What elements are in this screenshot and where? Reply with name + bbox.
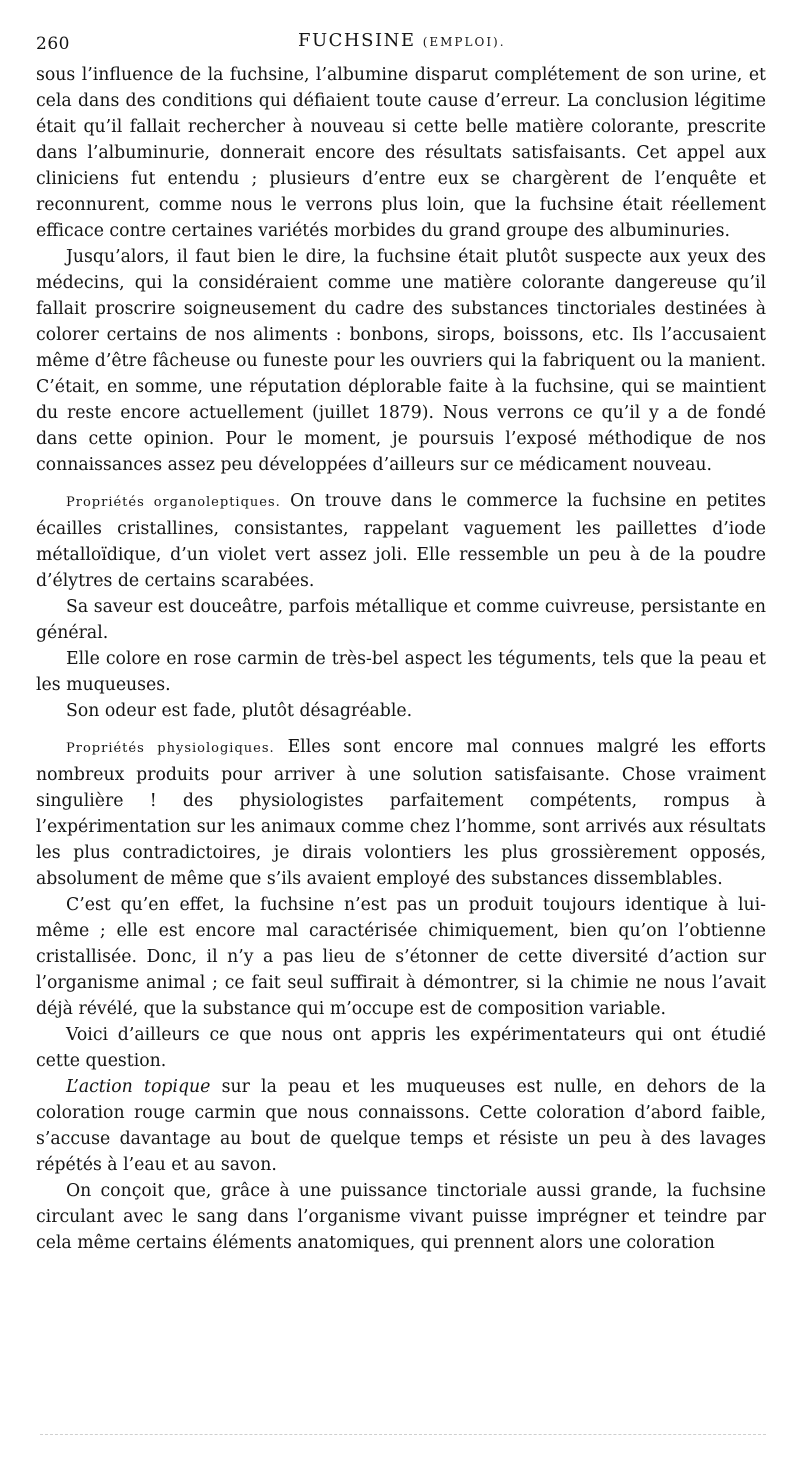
page-title	[298, 30, 506, 51]
section-heading-physiological: Propriétés physiologiques.	[66, 741, 275, 756]
paragraph-physiological-text: Elles sont encore mal connues malgré les efforts nombreux produits pour arriver à une solution satisfaisante. Chose vraiment singulière ! des physiologistes parfaitement compétents, rompus à l’expérimentation sur les animaux comme chez l’homme, sont arrivés aux résultats les plus contradictoires, je dirais volontiers les plus grossièrement opposés, absolument de même que s’ils avaient employé des substances dissemblables.	[36, 737, 767, 889]
paragraph-organoleptic	[36, 488, 766, 594]
paragraph-topical-action	[36, 1074, 766, 1178]
page-title-main: FUCHSINE	[298, 30, 416, 51]
page-title-suffix: (EMPLOI).	[422, 35, 506, 49]
paragraph-continued: sous l’influence de la fuchsine, l’albumine disparut complétement de son urine, et cela dans des conditions qui défiaient toute cause d’erreur. La conclusion légitime était qu’il fallait rechercher à nouveau si cette belle matière colorante, prescrite dans l’albuminurie, donnerait encore des résultats satisfaisants. Cet appel aux cliniciens fut entendu ; plusieurs d’entre eux se chargèrent de l’enquête et reconnurent, comme nous le verrons plus loin, que la fuchsine était réellement efficace contre certaines variétés morbides du grand groupe des albuminuries.	[36, 65, 766, 241]
paragraph-topical-action-text: sur la peau et les muqueuses est nulle, en dehors de la coloration rouge carmin que nous connaissons. Cette coloration d’abord faible, s’accuse davantage au bout de quelque temps et résiste un peu à des lavages répétés à l’eau et au savon.	[36, 1077, 766, 1175]
paragraph-experimenters: Voici d’ailleurs ce que nous ont appris les expérimentateurs qui ont étudié cette question.	[36, 1025, 766, 1071]
bottom-rule	[40, 1434, 766, 1435]
paragraph-color: Elle colore en rose carmin de très-bel aspect les téguments, tels que la peau et les muqueuses.	[36, 649, 766, 695]
paragraph-taste: Sa saveur est douceâtre, parfois métallique et comme cuivreuse, persistante en général.	[36, 597, 766, 643]
paragraph-variability: C’est qu’en effet, la fuchsine n’est pas un produit toujours identique à lui-même ; elle est encore mal caractérisée chimiquement, bien qu’on l’obtienne cristallisée. Donc, il n’y a pas lieu de s’étonner de cette diversité d’action sur l’organisme animal ; ce fait seul suffirait à démontrer, si la chimie ne nous l’avait déjà révélé, que la substance qui m’occupe est de composition variable.	[36, 895, 766, 1019]
paragraph-odor: Son odeur est fade, plutôt désagréable.	[66, 701, 413, 721]
paragraph-tinctorial-power: On conçoit que, grâce à une puissance tinctoriale aussi grande, la fuchsine circulant avec le sang dans l’organisme vivant puisse imprégner et teindre par cela même certains éléments anatomiques, qui prennent alors une coloration	[36, 1181, 766, 1253]
italic-term-topical-action: L’action topique	[66, 1077, 211, 1097]
paragraph-organoleptic-text: On trouve dans le commerce la fuchsine en petites écailles cristallines, consistantes, rappelant vaguement les paillettes d’iode métalloïdique, d’un violet vert assez joli. Elle ressemble un peu à de la poudre d’élytres de certains scarabées.	[36, 491, 766, 591]
page-number: 260	[36, 34, 70, 54]
running-head	[36, 28, 766, 62]
section-heading-organoleptic: Propriétés organoleptiques.	[66, 495, 281, 510]
paragraph-reputation: Jusqu’alors, il faut bien le dire, la fuchsine était plutôt suspecte aux yeux des médecins, qui la considéraient comme une matière colorante dangereuse qu’il fallait proscrire soigneusement du cadre des substances tinctoriales destinées à colorer certains de nos aliments : bonbons, sirops, boissons, etc. Ils l’accusaient même d’être fâcheuse ou funeste pour les ouvriers qui la fabriquent ou la manient. C’était, en somme, une réputation déplorable faite à la fuchsine, qui se maintient du reste encore actuellement (juillet 1879). Nous verrons ce qu’il y a de fondé dans cette opinion. Pour le moment, je poursuis l’exposé méthodique de nos connaissances assez peu développées d’ailleurs sur ce médicament nouveau.	[36, 247, 766, 475]
paragraph-physiological	[36, 734, 766, 892]
